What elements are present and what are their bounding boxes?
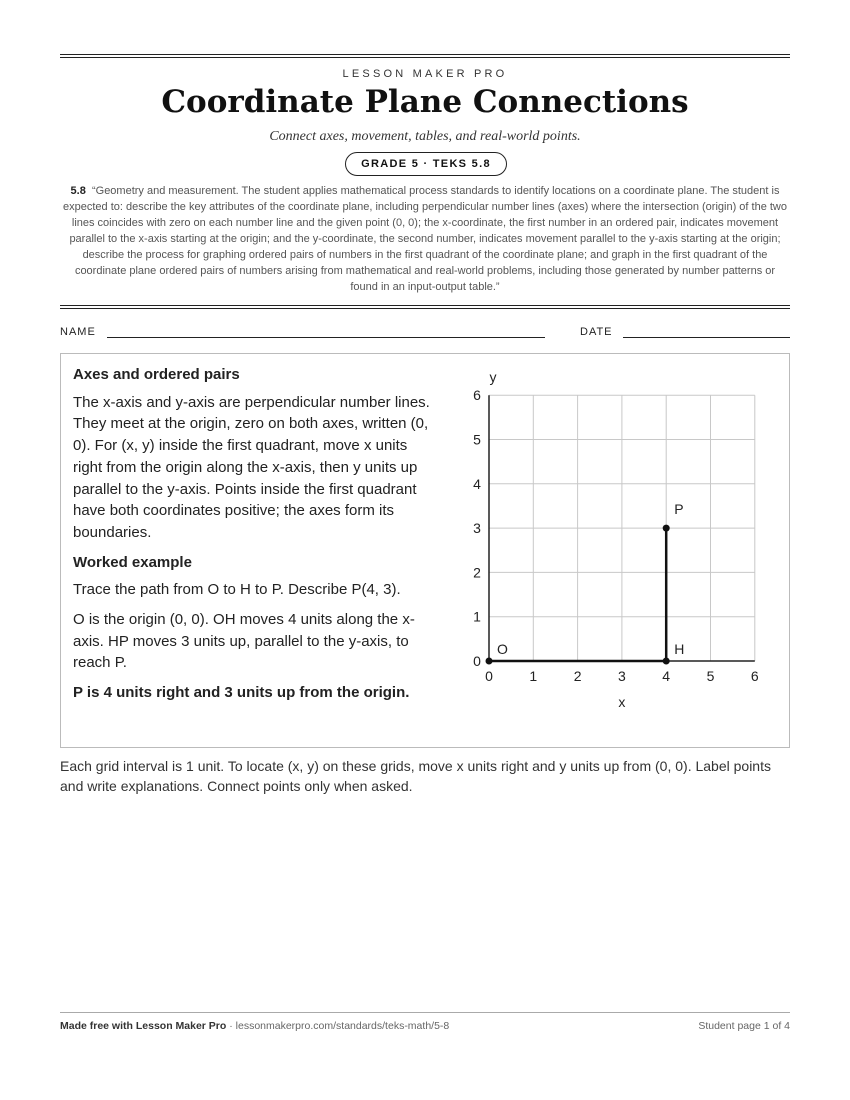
x-axis-label: x <box>618 694 626 709</box>
y-tick-label: 6 <box>473 387 481 404</box>
x-tick-label: 2 <box>573 668 582 684</box>
coordinate-plane-graph <box>456 364 776 709</box>
grid-instructions: Each grid interval is 1 unit. To locate (x, y) on these grids, move x units right and y units up from (0, 0). Label points and write explanations. Connect points only when asked. <box>60 758 771 794</box>
grade-badge: GRADE 5 · TEKS 5.8 <box>345 152 507 176</box>
date-field[interactable] <box>623 337 790 338</box>
footer-url[interactable]: lessonmakerpro.com/standards/teks-math/5-8 <box>235 1020 450 1032</box>
name-field[interactable] <box>107 337 545 338</box>
y-tick-label: 0 <box>473 653 481 669</box>
standard-description <box>60 183 790 295</box>
lesson-heading: Axes and ordered pairs <box>73 366 240 383</box>
page-footer <box>60 1020 790 1032</box>
point-p <box>663 525 670 532</box>
y-tick-label: 3 <box>473 520 481 537</box>
worksheet-page <box>60 0 790 1100</box>
header-bottom-rule <box>60 305 790 309</box>
point-label-h: H <box>674 641 685 657</box>
page-title: Coordinate Plane Connections <box>161 84 689 120</box>
x-tick-label: 6 <box>750 668 759 684</box>
lesson-box <box>60 353 790 748</box>
example-answer: P is 4 units right and 3 units up from the origin. <box>73 684 410 702</box>
name-label: NAME <box>60 326 96 338</box>
x-tick-label: 5 <box>706 668 715 684</box>
header-top-rule <box>60 54 790 58</box>
x-tick-label: 1 <box>529 668 538 684</box>
y-tick-label: 2 <box>473 564 481 581</box>
point-h <box>663 658 670 665</box>
footer-made-with: Made free with Lesson Maker Pro <box>60 1020 227 1032</box>
page-subtitle: Connect axes, movement, tables, and real-world points. <box>269 129 581 144</box>
name-date-row <box>60 326 790 342</box>
footer-page-number: Student page 1 of 4 <box>698 1020 790 1032</box>
example-heading: Worked example <box>73 553 192 571</box>
x-tick-label: 0 <box>485 668 493 684</box>
brand-name: LESSON MAKER PRO <box>342 68 508 80</box>
x-tick-label: 3 <box>618 668 626 684</box>
y-tick-label: 4 <box>473 475 481 492</box>
point-label-o: O <box>497 641 508 657</box>
point-label-p: P <box>674 501 684 518</box>
lesson-text <box>73 364 433 704</box>
example-prompt: Trace the path from O to H to P. Describe P(4, 3). <box>73 581 401 599</box>
standard-code: 5.8 <box>70 185 86 197</box>
footer-rule <box>60 1012 790 1013</box>
standard-text: “Geometry and measurement. The student applies mathematical process standards to identify locations on a coordinate plane. The student is expected to: describe the key attributes of the coordinate plane, including perpendicular number lines (axes) where the intersection (origin) of the two lines coincides with zero on each number line and the given point (0, 0); the x-coordinate, the first number in an ordered pair, indicates movement parallel to the x-axis starting at the origin; and the y-coordinate, the second number, indicates movement parallel to the y-axis starting at the origin; describe the process for graphing ordered pairs of numbers in the first quadrant of the coordinate plane; and graph in the first quadrant of the coordinate plane ordered pairs of numbers arising from mathematical and real-world problems, including those generated by number patterns or found in an input-output table.” <box>63 185 787 293</box>
y-axis-label: y <box>489 369 497 386</box>
y-tick-label: 5 <box>473 431 481 448</box>
date-label: DATE <box>580 326 613 338</box>
point-o <box>486 658 493 665</box>
example-explanation: O is the origin (0, 0). OH moves 4 units along the x-axis. HP moves 3 units up, parallel to the y-axis, to reach P. <box>73 611 415 672</box>
x-tick-label: 4 <box>662 668 671 684</box>
footer-separator: · <box>226 1020 236 1032</box>
lesson-body: The x-axis and y-axis are perpendicular number lines. They meet at the origin, zero on both axes, written (0, 0). For (x, y) inside the first quadrant, move x units right from the origin along the x-axis, then y units up parallel to the y-axis. Points inside the first quadrant have both coordinates positive; the axes form its boundaries. <box>73 393 430 541</box>
y-tick-label: 1 <box>473 608 481 625</box>
